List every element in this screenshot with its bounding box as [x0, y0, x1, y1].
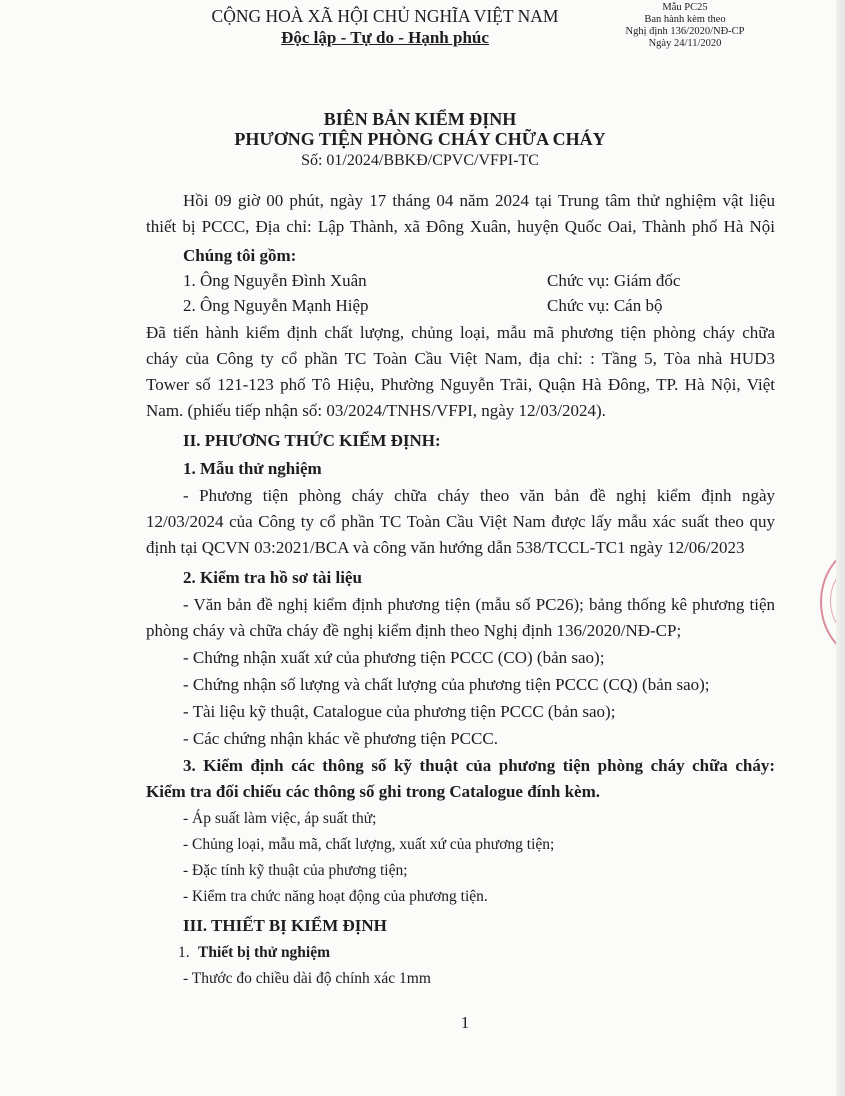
- title-line-2: PHƯƠNG TIỆN PHÒNG CHÁY CHỮA CHÁY: [234, 129, 606, 149]
- sample-line-3: định tại QCVN 03:2021/BCA và công văn hướng dẫn 538/TCCL-TC1 ngày 12/06/2023: [146, 538, 745, 557]
- equipment-item: - Thước đo chiều dài độ chính xác 1mm: [183, 970, 431, 987]
- section-2-heading: II. PHƯƠNG THỨC KIỂM ĐỊNH:: [183, 431, 441, 450]
- scope-line-2: cháy của Công ty cổ phần TC Toàn Cầu Việt Nam, địa chỉ: : Tầng 5, Tòa nhà HUD3: [146, 349, 775, 368]
- scope-line-4: Nam. (phiếu tiếp nhận số: 03/2024/TNHS/VFPI, ngày 12/03/2024).: [146, 401, 606, 420]
- national-title: CỘNG HOÀ XÃ HỘI CHỦ NGHĨA VIỆT NAM: [211, 6, 559, 26]
- page-number: 1: [460, 1013, 470, 1032]
- intro-line-1: Hồi 09 giờ 00 phút, ngày 17 tháng 04 năm 2024 tại Trung tâm thử nghiệm vật liệu: [183, 191, 775, 210]
- parameter-item: - Kiểm tra chức năng hoạt động của phương tiện.: [183, 888, 488, 905]
- member-name: 2. Ông Nguyễn Mạnh Hiệp: [183, 296, 369, 315]
- sample-line-2: 12/03/2024 của Công ty cổ phần TC Toàn Cầu Việt Nam được lấy mẫu xác suất theo quy: [146, 512, 775, 531]
- title-line-1: BIÊN BẢN KIỂM ĐỊNH: [323, 109, 517, 129]
- section-2-1-heading: 1. Mẫu thử nghiệm: [183, 459, 322, 478]
- member-role: Chức vụ: Giám đốc: [547, 271, 681, 290]
- records-line-2: phòng cháy và chữa cháy đề nghị kiểm định theo Nghị định 136/2020/NĐ-CP;: [146, 621, 682, 640]
- section-3-1-heading: Thiết bị thử nghiệm: [198, 944, 331, 961]
- decree-date: Ngày 24/11/2020: [648, 38, 722, 49]
- member-name: 1. Ông Nguyễn Đình Xuân: [183, 271, 367, 290]
- section-2-3-heading-line-1: 3. Kiểm định các thông số kỹ thuật của phương tiện phòng cháy chữa cháy:: [183, 756, 775, 775]
- parameter-item: - Đặc tính kỹ thuật của phương tiện;: [183, 862, 408, 879]
- document-number: Số: 01/2024/BBKĐ/CPVC/VFPI-TC: [301, 152, 539, 169]
- issued-with: Ban hành kèm theo: [644, 14, 726, 25]
- parameter-item: - Áp suất làm việc, áp suất thử;: [183, 810, 377, 827]
- form-reference: [600, 2, 770, 50]
- sample-line-1: - Phương tiện phòng cháy chữa cháy theo văn bản đề nghị kiểm định ngày: [183, 486, 775, 505]
- page-edge-shadow: [836, 0, 845, 1096]
- scope-line-3: Tower số 121-123 phố Tô Hiệu, Phường Nguyễn Trãi, Quận Hà Đông, TP. Hà Nội, Việt: [146, 375, 775, 394]
- form-code: Mẫu PC25: [662, 2, 708, 13]
- section-2-2-heading: 2. Kiểm tra hồ sơ tài liệu: [183, 568, 362, 587]
- records-item: - Tài liệu kỹ thuật, Catalogue của phương tiện PCCC (bản sao);: [183, 702, 616, 721]
- scope-line-1: Đã tiến hành kiểm định chất lượng, chủng loại, mẫu mã phương tiện phòng cháy chữa: [146, 323, 775, 342]
- section-2-3-heading-line-2: Kiểm tra đối chiếu các thông số ghi trong Catalogue đính kèm.: [146, 782, 600, 801]
- intro-line-2: thiết bị PCCC, Địa chỉ: Lập Thành, xã Đông Xuân, huyện Quốc Oai, Thành phố Hà Nội: [146, 217, 775, 236]
- records-item: - Chứng nhận số lượng và chất lượng của phương tiện PCCC (CQ) (bản sao);: [183, 675, 710, 694]
- motto: Độc lập - Tự do - Hạnh phúc: [281, 28, 489, 47]
- member-role: Chức vụ: Cán bộ: [547, 296, 663, 315]
- records-item: - Chứng nhận xuất xứ của phương tiện PCCC (CO) (bản sao);: [183, 648, 605, 667]
- members-heading: Chúng tôi gồm:: [183, 246, 297, 265]
- records-item: - Các chứng nhận khác về phương tiện PCCC.: [183, 729, 498, 748]
- section-3-heading: III. THIẾT BỊ KIỂM ĐỊNH: [183, 916, 387, 935]
- section-3-1-number: 1.: [178, 944, 190, 961]
- parameter-item: - Chủng loại, mẫu mã, chất lượng, xuất xứ của phương tiện;: [183, 836, 555, 853]
- decree: Nghị định 136/2020/NĐ-CP: [625, 26, 745, 37]
- records-line-1: - Văn bản đề nghị kiểm định phương tiện (mẫu số PC26); bảng thống kê phương tiện: [183, 595, 775, 614]
